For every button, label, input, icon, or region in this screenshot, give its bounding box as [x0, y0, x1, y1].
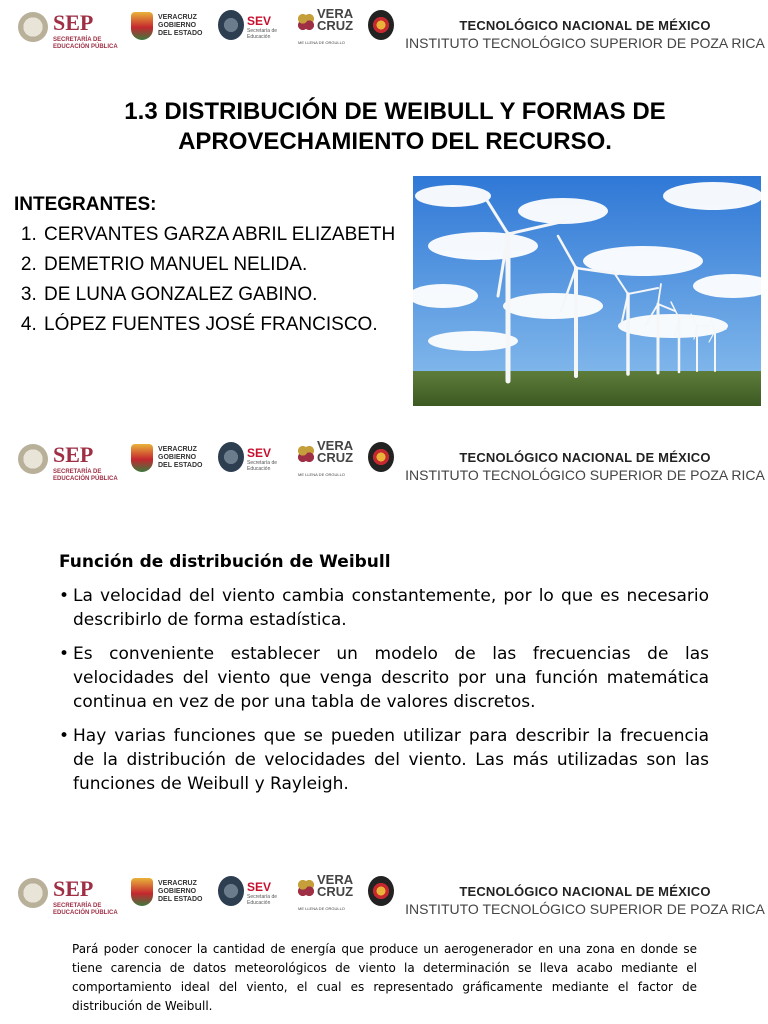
institution-name: [405, 450, 765, 483]
sep-subtitle: SECRETARÍA DE EDUCACIÓN PÚBLICA: [53, 37, 118, 50]
list-item: 3. DE LUNA GONZALEZ GABINO.: [42, 280, 424, 310]
sev-word: SEV: [247, 446, 272, 460]
veracruz-logo: [131, 10, 203, 50]
veracruz-mark-icon: [298, 14, 314, 30]
itspr-emblem-icon: [368, 876, 394, 906]
sep-word: SEP: [53, 10, 94, 35]
sev-subtitle: Secretaría de Educación: [247, 28, 278, 40]
tecnm-label: TECNOLÓGICO NACIONAL DE MÉXICO: [459, 884, 711, 899]
tecnm-label: TECNOLÓGICO NACIONAL DE MÉXICO: [459, 450, 711, 465]
sev-logo: [218, 874, 288, 914]
list-item: • La velocidad del viento cambia constantemente, por lo que es necesario describirlo de forma estadística.: [59, 584, 709, 632]
mexico-seal-icon: [18, 12, 48, 42]
section-title: Función de distribución de Weibull: [59, 552, 391, 572]
itspr-label: INSTITUTO TECNOLÓGICO SUPERIOR DE POZA RICA: [405, 467, 765, 483]
veracruz-shield-icon: [131, 12, 153, 40]
list-item: 1. CERVANTES GARZA ABRIL ELIZABETH: [42, 220, 424, 250]
veracruz-logo: [131, 876, 203, 916]
sev-subtitle: Secretaría de Educación: [247, 460, 278, 472]
sep-word: SEP: [53, 876, 94, 901]
sep-logo: [18, 442, 118, 488]
institution-name: [405, 884, 765, 917]
list-item: 2. DEMETRIO MANUEL NELIDA.: [42, 250, 424, 280]
tecnm-label: TECNOLÓGICO NACIONAL DE MÉXICO: [459, 18, 711, 33]
sep-logo: [18, 876, 118, 922]
mexico-seal-icon: [18, 878, 48, 908]
sep-word: SEP: [53, 442, 94, 467]
list-item: 4. LÓPEZ FUENTES JOSÉ FRANCISCO.: [42, 310, 424, 340]
veracruz-mark-icon: [298, 446, 314, 462]
wind-turbines-photo: [413, 176, 761, 406]
sev-word: SEV: [247, 14, 272, 28]
sep-logo: [18, 10, 118, 56]
veracruz-mark-icon: [298, 880, 314, 896]
sev-emblem-icon: [218, 876, 244, 906]
page-title: 1.3 DISTRIBUCIÓN DE WEIBULL Y FORMAS DE APROVECHAMIENTO DEL RECURSO.: [124, 98, 666, 155]
sev-word: SEV: [247, 880, 272, 894]
list-item: • Es conveniente establecer un modelo de las frecuencias de las velocidades del viento que venga descrito por una función matemática continua en vez de por una tabla de valores discretos.: [59, 642, 709, 714]
members-list: [14, 190, 424, 340]
header-banner-1: [0, 0, 768, 62]
mexico-seal-icon: [18, 444, 48, 474]
header-banner-3: [0, 866, 768, 928]
veracruz-shield-icon: [131, 444, 153, 472]
sev-subtitle: Secretaría de Educación: [247, 894, 278, 906]
members-label: INTEGRANTES:: [14, 194, 157, 215]
sev-logo: [218, 8, 288, 48]
veracruz-orgullo-logo: VERA CRUZ ME LLENA DE ORGULLO: [298, 872, 354, 911]
sev-emblem-icon: [218, 442, 244, 472]
itspr-label: INSTITUTO TECNOLÓGICO SUPERIOR DE POZA RICA: [405, 901, 765, 917]
veracruz-text: VERACRUZ GOBIERNO DEL ESTADO: [158, 14, 203, 37]
veracruz-text: VERACRUZ GOBIERNO DEL ESTADO: [158, 880, 203, 903]
itspr-label: INSTITUTO TECNOLÓGICO SUPERIOR DE POZA RICA: [405, 35, 765, 51]
sep-subtitle: SECRETARÍA DE EDUCACIÓN PÚBLICA: [53, 903, 118, 916]
veracruz-orgullo-logo: VERA CRUZ ME LLENA DE ORGULLO: [298, 438, 354, 477]
sep-subtitle: SECRETARÍA DE EDUCACIÓN PÚBLICA: [53, 469, 118, 482]
sev-logo: [218, 440, 288, 480]
itspr-emblem-icon: [368, 442, 394, 472]
bullet-list: [59, 584, 709, 806]
veracruz-orgullo-logo: VERA CRUZ ME LLENA DE ORGULLO: [298, 6, 354, 45]
header-banner-2: [0, 432, 768, 494]
institution-name: [405, 18, 765, 51]
itspr-emblem-icon: [368, 10, 394, 40]
list-item: • Hay varias funciones que se pueden utilizar para describir la frecuencia de la distribución de velocidades del viento. Las más utilizadas son las funciones de Weibull y Rayleigh.: [59, 724, 709, 796]
sev-emblem-icon: [218, 10, 244, 40]
weibull-paragraph: Pará poder conocer la cantidad de energía que produce un aerogenerador en una zona en donde se tiene carencia de datos meteorológicos de viento la determinación se lleva acabo mediante el comportamiento ideal del viento, el cual es representado gráficamente mediante el factor de distribución de Weibull.: [72, 942, 697, 1013]
veracruz-text: VERACRUZ GOBIERNO DEL ESTADO: [158, 446, 203, 469]
veracruz-logo: [131, 442, 203, 482]
veracruz-shield-icon: [131, 878, 153, 906]
